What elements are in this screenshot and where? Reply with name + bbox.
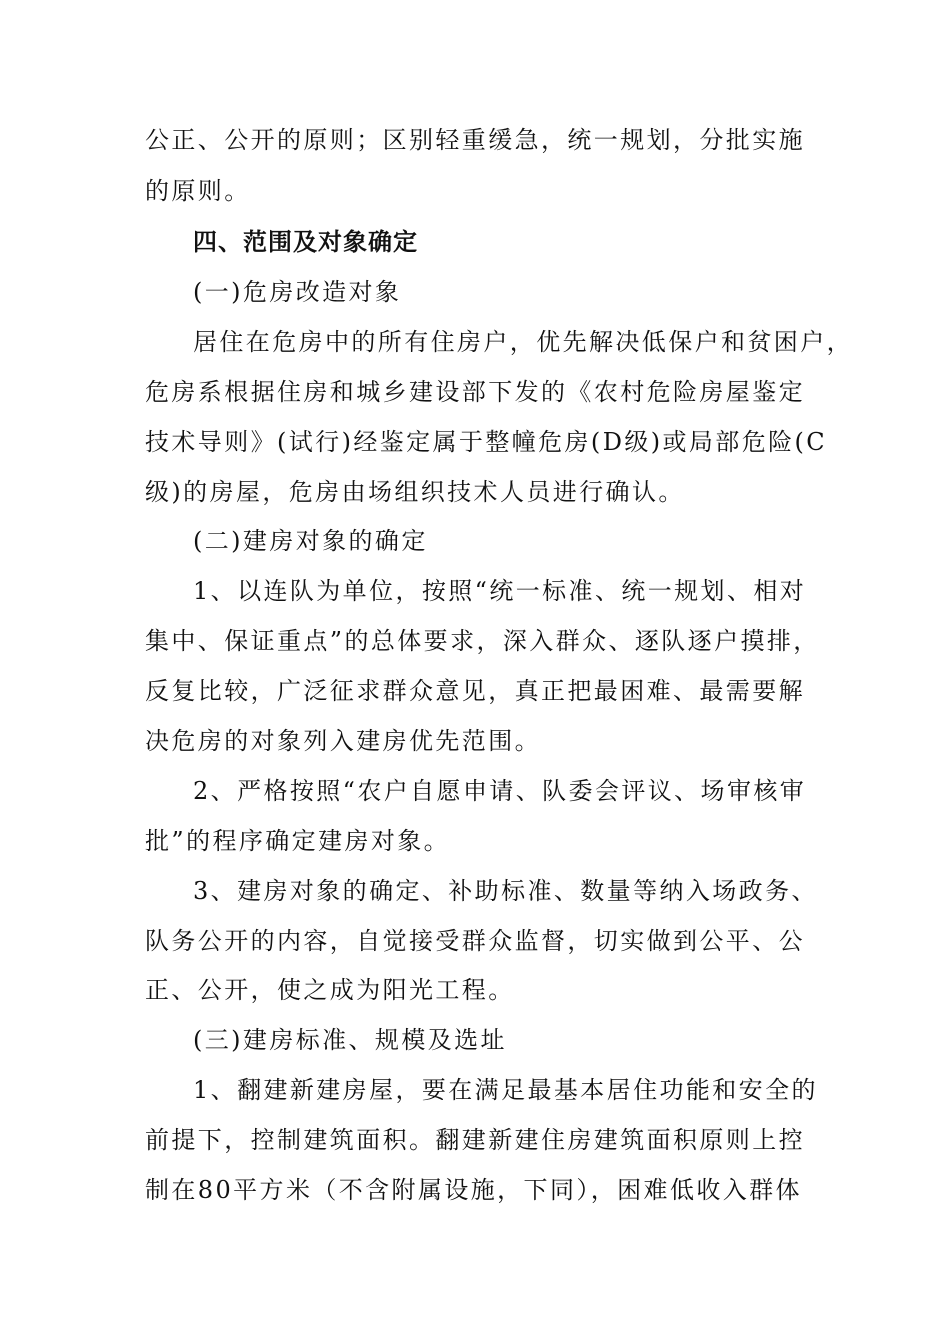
- paragraph-line: 队务公开的内容，自觉接受群众监督，切实做到公平、公: [145, 927, 805, 955]
- paragraph-line: 公正、公开的原则；区别轻重缓急，统一规划，分批实施: [145, 126, 805, 154]
- paragraph-line: 3、建房对象的确定、补助标准、数量等纳入场政务、: [193, 877, 818, 905]
- paragraph-line: 批”的程序确定建房对象。: [145, 827, 451, 855]
- paragraph-line: 前提下，控制建筑面积。翻建新建住房建筑面积原则上控: [145, 1126, 805, 1154]
- paragraph-line: 集中、保证重点”的总体要求，深入群众、逐队逐户摸排，: [145, 627, 820, 655]
- paragraph-line: 1、以连队为单位，按照“统一标准、统一规划、相对: [193, 577, 807, 605]
- subsection-heading: (二)建房对象的确定: [193, 527, 428, 555]
- subsection-heading: (三)建房标准、规模及选址: [193, 1026, 507, 1054]
- subsection-heading: (一)危房改造对象: [193, 278, 402, 306]
- paragraph-line: 反复比较，广泛征求群众意见，真正把最困难、最需要解: [145, 677, 805, 705]
- paragraph-line: 居住在危房中的所有住房户，优先解决低保户和贫困户，: [193, 328, 853, 356]
- paragraph-line: 级)的房屋，危房由场组织技术人员进行确认。: [145, 478, 685, 506]
- section-heading: 四、范围及对象确定: [193, 228, 418, 256]
- paragraph-line: 技术导则》(试行)经鉴定属于整幢危房(D级)或局部危险(C: [145, 428, 828, 456]
- paragraph-line: 制在80平方米（不含附属设施，下同），困难低收入群体: [145, 1176, 802, 1204]
- paragraph-line: 1、翻建新建房屋，要在满足最基本居住功能和安全的: [193, 1076, 818, 1104]
- paragraph-line: 2、严格按照“农户自愿申请、队委会评议、场审核审: [193, 777, 807, 805]
- paragraph-line: 的原则。: [145, 177, 251, 205]
- paragraph-line: 危房系根据住房和城乡建设部下发的《农村危险房屋鉴定: [145, 378, 805, 406]
- paragraph-line: 决危房的对象列入建房优先范围。: [145, 727, 541, 755]
- paragraph-line: 正、公开，使之成为阳光工程。: [145, 976, 515, 1004]
